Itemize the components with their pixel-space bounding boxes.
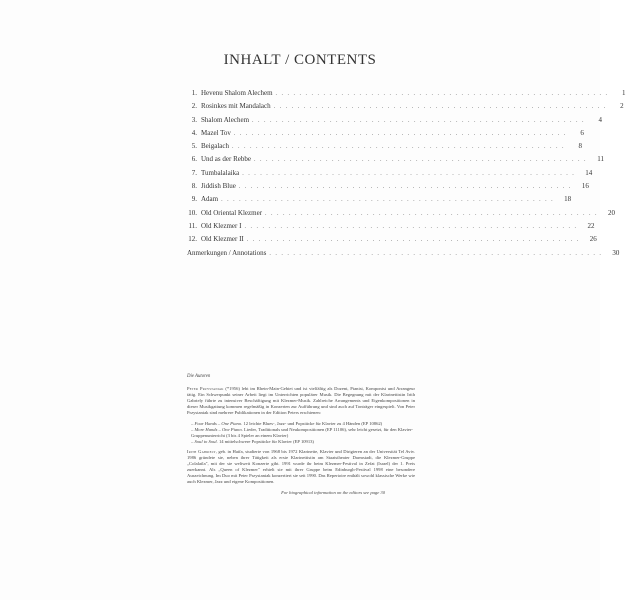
toc-page-number: 22 — [587, 221, 595, 230]
toc-title: Jiddish Blue — [201, 182, 236, 191]
toc-page-number: 8 — [578, 142, 582, 151]
toc-number: 11. — [188, 221, 197, 230]
publication-item: – Four Hands – One Piano. 12 leichte Blues-, Jazz- und Popstücke für Klavier zu 4 Händen (EP 10862) — [191, 420, 383, 426]
toc-title: Rosinkes mit Mandalach — [201, 102, 271, 111]
publication-desc: 12 leichte Blues-, Jazz- und Popstücke für Klavier zu 4 Händen (EP 10862) — [242, 420, 383, 426]
toc-title: Old Klezmer I — [201, 221, 242, 230]
toc-page-number: 30 — [612, 248, 620, 257]
toc-leader-dots: . . . . . . . . . . . . . . . . . . . . . . . . . . . . . . . . . . . . . . . . . . . . . . . . . . . . . . . . — [273, 104, 607, 111]
toc-leader-dots: . . . . . . . . . . . . . . . . . . . . . . . . . . . . . . . . . . . . . . . . . . . . . . . . . . . . . . . . — [233, 130, 567, 137]
toc-row — [187, 89, 626, 102]
toc-row — [187, 221, 595, 235]
toc-row — [187, 115, 603, 129]
toc-leader-dots: . . . . . . . . . . . . . . . . . . . . . . . . . . . . . . . . . . . . . . . . . . . . . . . . . . . . . . . . — [275, 91, 609, 97]
author-bio-text: , geb. in Haifa, studierte von 1968 bis 1972 Klarinette, Klavier und Dirigieren an der Universität Tel Aviv. 1986 gründete sie, neben ihrer Tätigkeit als erste Klarinettistin am Staatstheater Darmstadt, die Klezmer-Gruppe „Colalaila", mit der sie weltweit Konzerte gibt. 1991 wurde ihr beim Klezmer-Festival in Zefat (Israel) der 1. Preis zuerkannt. Als „Queen of Klezmer" erhielt sie mit ihrer Gruppe beim Edinburgh-Festival 1998 eine besondere Auszeichnung. Im Duo mit Peter Przystaniak konzertiert sie seit 1990. Das Repertoire enthält sowohl klassische Werke wie auch Klezmer, Jazz und eigene Kompositionen. — [187, 448, 415, 485]
toc-number: 12. — [188, 235, 197, 244]
toc-row — [187, 208, 616, 222]
toc-leader-dots: . . . . . . . . . . . . . . . . . . . . . . . . . . . . . . . . . . . . . . . . . . . . . . . . . . . . . . . . — [265, 210, 599, 217]
toc-title: Anmerkungen / Annotations — [187, 248, 267, 257]
publication-item: – Soul to Soul. 14 mittelschwere Popstücke für Klavier (EP 10913) — [191, 438, 314, 444]
toc-title: Tumbalalaika — [201, 168, 240, 177]
toc-page-number: 26 — [589, 235, 597, 244]
author-bio-gabriely — [187, 449, 415, 486]
publication-title: More Hands – One Piano. — [194, 426, 243, 432]
toc-page-number: 1 — [622, 89, 626, 97]
editors-footnote: For biographical information on the editors see page 30 — [281, 489, 385, 495]
toc-number: 4. — [191, 128, 197, 137]
toc-page-number: 11 — [597, 155, 604, 164]
publication-title: Soul to Soul. — [194, 438, 218, 444]
toc-title: Adam — [201, 195, 219, 204]
toc-title: Hevenu Shalom Alechem — [201, 89, 273, 97]
toc-row — [187, 168, 593, 182]
publication-item: – More Hands – One Piano. Lieder, Traditionals und Neukompositionen (EP 11106), sehr leicht gesetzt, für den Klavier-Gruppenunterricht (3 bis 4 Spieler an einem Klavier) — [191, 426, 413, 438]
toc-row — [187, 128, 584, 142]
page-title: INHALT / CONTENTS — [223, 52, 377, 68]
authors-heading: Die Autoren — [187, 374, 211, 379]
toc-number: 9. — [191, 195, 197, 204]
author-name: Peter Przystaniak — [187, 386, 224, 392]
author-name: Irith Gabriely — [187, 448, 216, 454]
publication-title: Four Hands – One Piano. — [194, 420, 243, 426]
toc-page-number: 2 — [620, 102, 624, 111]
toc-page-number: 4 — [598, 115, 603, 124]
toc-annotations-row — [187, 248, 620, 262]
toc-page-number: 16 — [581, 182, 589, 191]
toc-leader-dots: . . . . . . . . . . . . . . . . . . . . . . . . . . . . . . . . . . . . . . . . . . . . . . . . . . . . . . . . — [232, 144, 565, 151]
toc-leader-dots: . . . . . . . . . . . . . . . . . . . . . . . . . . . . . . . . . . . . . . . . . . . . . . . . . . . . . . . . — [244, 223, 578, 230]
toc-title: Shalom Alechem — [201, 115, 250, 124]
toc-row — [187, 155, 604, 168]
author-bio-text: (*1956) lebt im Rhein-Main-Gebiet und ist vielfältig als Dozent, Pianist, Komponist und Arrangeur tätig. Ein Schwerpunkt seiner Arbeit liegt im Unterrichten populärer Musik. Die Begegnung mit der Klarinettistin Irith Gabriely führte zu intensiver Beschäftigung mit Klezmer-Musik. Zahlreiche Arrangements und Eigenkompositionen in dieser Musikgattung kommen regelmäßig in Konzerten zur Aufführung und sind auch auf Tonträger eingespielt. Von Peter Przystaniak sind mehrere Publikationen in der Edition Peters erschienen: — [187, 386, 415, 416]
toc-leader-dots: . . . . . . . . . . . . . . . . . . . . . . . . . . . . . . . . . . . . . . . . . . . . . . . . . . . . . . . . — [252, 117, 586, 124]
toc-title: Beigalach — [201, 142, 229, 151]
toc-row — [187, 235, 597, 248]
table-of-contents — [187, 89, 626, 262]
toc-number: 6. — [191, 155, 197, 164]
toc-number: 3. — [191, 115, 197, 124]
toc-row — [187, 195, 572, 208]
toc-number: 10. — [188, 208, 197, 217]
toc-page-number: 18 — [564, 195, 572, 204]
toc-page-number: 20 — [608, 208, 616, 217]
toc-title: Und as der Rebbe — [201, 155, 251, 164]
toc-number: 2. — [191, 102, 197, 111]
toc-number: 1. — [191, 89, 197, 97]
toc-row — [187, 182, 589, 195]
toc-leader-dots: . . . . . . . . . . . . . . . . . . . . . . . . . . . . . . . . . . . . . . . . . . . . . . . . . . . . . . . . — [242, 170, 576, 177]
toc-title: Mazel Tov — [201, 128, 231, 137]
toc-number: 8. — [191, 182, 197, 191]
toc-number: 5. — [191, 142, 197, 151]
toc-leader-dots: . . . . . . . . . . . . . . . . . . . . . . . . . . . . . . . . . . . . . . . . . . . . . . . . . . . . . . . . — [253, 157, 587, 164]
toc-leader-dots: . . . . . . . . . . . . . . . . . . . . . . . . . . . . . . . . . . . . . . . . . . . . . . . . . . . . . . . . — [221, 197, 555, 204]
publication-desc: 14 mittelschwere Popstücke für Klavier (EP 10913) — [217, 438, 314, 444]
toc-leader-dots: . . . . . . . . . . . . . . . . . . . . . . . . . . . . . . . . . . . . . . . . . . . . . . . . . . . . . . . . — [246, 237, 580, 244]
toc-page-number: 14 — [585, 168, 593, 177]
authors-section — [187, 374, 415, 496]
toc-leader-dots: . . . . . . . . . . . . . . . . . . . . . . . . . . . . . . . . . . . . . . . . . . . . . . . . . . . . . . . . — [238, 184, 572, 191]
toc-title: Old Klezmer II — [201, 235, 244, 244]
publication-desc: Lieder, Traditionals und Neukompositionen (EP 11106), sehr leicht gesetzt, für den Klavier-Gruppenunterricht (3 bis 4 Spieler an einem Klavier) — [191, 426, 413, 438]
author-bio-przystaniak — [187, 386, 415, 416]
toc-leader-dots: . . . . . . . . . . . . . . . . . . . . . . . . . . . . . . . . . . . . . . . . . . . . . . . . . . . . . . . . — [269, 250, 603, 257]
toc-title: Old Oriental Klezmer — [201, 208, 263, 217]
toc-row — [187, 142, 582, 155]
toc-number: 7. — [191, 168, 197, 177]
toc-page-number: 6 — [580, 128, 584, 137]
toc-row — [187, 102, 624, 115]
